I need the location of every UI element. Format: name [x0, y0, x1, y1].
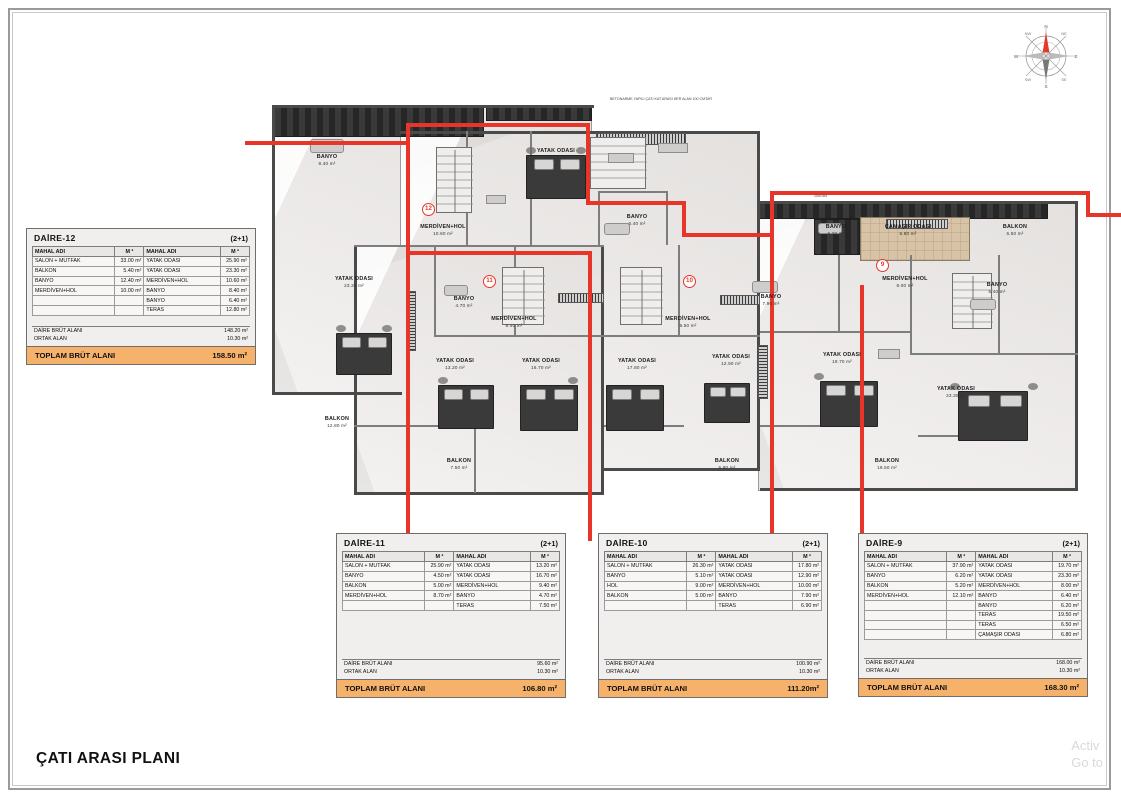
red-line-12: [406, 251, 592, 255]
table-row: SALON + MUTFAK 33.00 m² YATAK ODASI 25.90 m²: [33, 257, 250, 267]
lamp-5: [438, 377, 448, 384]
room-label-merdiven-1: MERDİVEN+HOL 10.60 m²: [420, 224, 466, 237]
table-row: BALKON 5.00 m² BANYO 7.90 m²: [605, 591, 822, 601]
partition-4: [598, 191, 600, 245]
watermark: [1071, 737, 1103, 772]
common-row-11: ORTAK ALAN 10.30 m²: [344, 668, 558, 675]
fixture-2: [658, 143, 688, 153]
red-line-4: [586, 123, 590, 205]
room-label-banyo-2: BANYO 6.40 m²: [626, 214, 648, 227]
room-label-yatak-1: YATAK ODASI 25.90 m²: [536, 148, 576, 161]
red-line-2: [406, 123, 590, 127]
red-line-10: [1086, 191, 1090, 215]
room-label-balkon-4: BALKON 19.50 m²: [874, 458, 900, 471]
room-label-camasir: ÇAMAŞIR ODASI 6.80 m²: [884, 224, 932, 237]
room-label-yatak-8: YATAK ODASI 23.30 m²: [936, 386, 976, 399]
table-row: TERAS 6.50 m²: [865, 620, 1082, 630]
partition-7: [434, 245, 436, 335]
apartment-rooms-table-9: [864, 551, 1082, 640]
marker-9[interactable]: 9: [876, 259, 889, 272]
table-row: BANYO 6.20 m²: [865, 601, 1082, 611]
red-line-7: [682, 233, 774, 237]
table-row: BALKON 5.40 m² YATAK ODASI 23.30 m²: [33, 266, 250, 276]
room-label-balkon-3: BALKON 6.90 m²: [714, 458, 740, 471]
pillow-9: [612, 389, 632, 400]
red-line-6: [682, 201, 686, 237]
pillow-16: [1000, 395, 1022, 407]
lamp-9: [1028, 383, 1038, 390]
apartment-name-9: DAİRE-9: [866, 538, 903, 548]
table-row: BANYO 5.10 m² YATAK ODASI 12.90 m²: [605, 571, 822, 581]
red-line-5: [586, 201, 686, 205]
th-area-left-10: M ²: [687, 552, 716, 562]
common-row-12: ORTAK ALAN 10.30 m²: [34, 335, 248, 342]
total-row-10: TOPLAM BRÜT ALANI 111.20m²: [599, 679, 827, 697]
table-row: BANYO 12.40 m² MERDİVEN+HOL 10.60 m²: [33, 276, 250, 286]
svg-text:W: W: [1013, 54, 1019, 59]
apartment-type-9: (2+1): [1062, 538, 1080, 548]
room-label-yatak-5: YATAK ODASI 17.80 m²: [617, 358, 657, 371]
table-row: MERDİVEN+HOL 8.70 m² BANYO 4.70 m²: [343, 591, 560, 601]
fixture-1: [486, 195, 506, 204]
red-line-13: [406, 251, 410, 541]
partition-5: [598, 191, 668, 193]
fixture-4: [878, 349, 900, 359]
room-label-banyo-3: BANYO 4.70 m²: [453, 296, 475, 309]
table-row: HOL 9.00 m² MERDİVEN+HOL 10.00 m²: [605, 581, 822, 591]
room-label-yatak-7: YATAK ODASI 19.70 m²: [822, 352, 862, 365]
red-line-1: [245, 141, 407, 145]
room-label-banyo-5: BANYO 6.20 m²: [825, 224, 847, 237]
apartment-rooms-table-11: [342, 551, 560, 611]
th-room-right-11: MAHAL ADI: [454, 552, 531, 562]
th-area-left-12: M ²: [115, 247, 144, 257]
apartment-name-12: DAİRE-12: [34, 233, 76, 243]
staircase-top: [590, 137, 646, 189]
room-label-yatak-6: YATAK ODASI 12.90 m²: [711, 354, 751, 367]
table-row: BANYO 6.20 m² YATAK ODASI 23.30 m²: [865, 571, 1082, 581]
apartment-name-10: DAİRE-10: [606, 538, 648, 548]
gross-row-9: DAİRE BRÜT ALANI 168.00 m²: [866, 660, 1080, 667]
th-room-right-12: MAHAL ADI: [144, 247, 221, 257]
marker-11[interactable]: 11: [483, 275, 496, 288]
top-note: BETONARME YAPILI ÇATI KAT ARASI HER ALAN 100 CM'DİR: [610, 97, 712, 101]
th-room-left-10: MAHAL ADI: [605, 552, 687, 562]
pillow-4: [368, 337, 387, 348]
svg-text:NW: NW: [1024, 31, 1032, 36]
pillow-3: [342, 337, 361, 348]
th-area-right-12: M ²: [221, 247, 250, 257]
table-row: TERAS 19.50 m²: [865, 610, 1082, 620]
pillow-7: [526, 389, 546, 400]
apartment-type-11: (2+1): [540, 538, 558, 548]
table-row: TERAS 6.90 m²: [605, 601, 822, 611]
pillow-12: [730, 387, 746, 397]
apartment-table-9: [858, 533, 1088, 697]
room-label-balkon-right: BALKON 6.50 m²: [1002, 224, 1028, 237]
th-room-left-9: MAHAL ADI: [865, 552, 947, 562]
red-line-8: [770, 191, 774, 237]
th-room-left-12: MAHAL ADI: [33, 247, 115, 257]
lamp-6: [568, 377, 578, 384]
wall-left: [272, 105, 275, 395]
wall-bottom-left: [272, 392, 402, 395]
hatch-mid: [558, 293, 604, 303]
gross-row-10: DAİRE BRÜT ALANI 100.90 m²: [606, 660, 820, 667]
staircase-12: [436, 147, 472, 213]
th-room-right-9: MAHAL ADI: [976, 552, 1053, 562]
th-area-right-11: M ²: [531, 552, 560, 562]
room-label-banyo-1: BANYO 8.40 m²: [316, 154, 338, 167]
fixture-3: [608, 153, 634, 163]
partition-15: [910, 353, 1078, 355]
table-row: MERDİVEN+HOL 10.00 m² BANYO 8.40 m²: [33, 286, 250, 296]
lamp-4: [382, 325, 392, 332]
red-line-16: [860, 285, 864, 541]
lamp-3: [336, 325, 346, 332]
table-row: BANYO 6.40 m²: [33, 296, 250, 306]
table-row: BALKON 5.00 m² MERDİVEN+HOL 9.40 m²: [343, 581, 560, 591]
marker-12[interactable]: 12: [422, 203, 435, 216]
apartment-table-11: [336, 533, 566, 698]
table-row: BALKON 5.20 m² MERDİVEN+HOL 8.00 m²: [865, 581, 1082, 591]
th-room-left-11: MAHAL ADI: [343, 552, 425, 562]
room-label-yatak-4: YATAK ODASI 16.70 m²: [521, 358, 561, 371]
wall-top-center: [400, 131, 760, 134]
room-label-balkon-2: BALKON 7.50 m²: [446, 458, 472, 471]
partition-12: [760, 331, 910, 333]
table-row: TERAS 7.50 m²: [343, 601, 560, 611]
th-area-left-11: M ²: [425, 552, 454, 562]
red-line-14: [588, 251, 592, 541]
apartment-table-10: [598, 533, 828, 698]
partition-14: [910, 255, 912, 355]
bathtub-4: [752, 281, 778, 293]
th-room-right-10: MAHAL ADI: [716, 552, 793, 562]
room-label-yatak-2: YATAK ODASI 23.30 m²: [334, 276, 374, 289]
svg-text:S: S: [1044, 84, 1048, 89]
total-row-9: TOPLAM BRÜT ALANI 168.30 m²: [859, 678, 1087, 696]
partition-16: [998, 255, 1000, 355]
room-label-banyo-4: BANYO 7.90 m²: [760, 294, 782, 307]
pillow-8: [554, 389, 574, 400]
pillow-10: [640, 389, 660, 400]
partition-8: [434, 335, 604, 337]
apartment-type-12: (2+1): [230, 233, 248, 243]
table-row: SALON + MUTFAK 26.30 m² YATAK ODASI 17.80 m²: [605, 562, 822, 572]
wall-right: [1075, 201, 1078, 491]
th-area-right-10: M ²: [793, 552, 822, 562]
room-label-merdiven-3: MERDİVEN+HOL 9.50 m²: [665, 316, 711, 329]
red-line-11: [1086, 213, 1121, 217]
apartment-rooms-table-12: [32, 246, 250, 316]
table-row: TERAS 12.80 m²: [33, 305, 250, 315]
th-area-right-9: M ²: [1053, 552, 1082, 562]
room-label-banyo-6: BANYO 6.40 m²: [986, 282, 1008, 295]
wall-top-left: [272, 105, 594, 108]
gross-row-12: DAİRE BRÜT ALANI 148.20 m²: [34, 327, 248, 334]
room-label-merdiven-2: MERDİVEN+HOL 9.40 m²: [491, 316, 537, 329]
gross-row-11: DAİRE BRÜT ALANI 95.60 m²: [344, 660, 558, 667]
bathtub-6: [970, 299, 996, 310]
page-title: ÇATI ARASI PLANI: [36, 750, 181, 767]
watermark-line-2: Go to: [1071, 755, 1103, 771]
table-row: SALON + MUTFAK 37.90 m² YATAK ODASI 19.70 m²: [865, 562, 1082, 572]
apartment-name-11: DAİRE-11: [344, 538, 386, 548]
room-label-merdiven-4: MERDİVEN+HOL 8.00 m²: [882, 276, 928, 289]
lamp-7: [814, 373, 824, 380]
th-area-left-9: M ²: [947, 552, 976, 562]
marker-10[interactable]: 10: [683, 275, 696, 288]
svg-text:E: E: [1074, 54, 1078, 59]
roof-floor-plan-drawing: [258, 95, 1088, 515]
pillow-5: [444, 389, 463, 400]
table-row: MERDİVEN+HOL 12.10 m² BANYO 6.40 m²: [865, 591, 1082, 601]
svg-text:N: N: [1044, 24, 1048, 29]
compass-rose: [1012, 22, 1080, 90]
total-row-12: TOPLAM BRÜT ALANI 158.50 m²: [27, 346, 255, 364]
wall-top-right: [758, 201, 1078, 204]
table-row: SALON + MUTFAK 25.90 m² YATAK ODASI 13.20 m²: [343, 562, 560, 572]
watermark-line-1: Activ: [1071, 737, 1100, 753]
pillow-13: [826, 385, 846, 396]
pillow-11: [710, 387, 726, 397]
pillow-6: [470, 389, 489, 400]
room-label-balkon-1: BALKON 12.80 m²: [324, 416, 350, 429]
common-row-10: ORTAK ALAN 10.30 m²: [606, 668, 820, 675]
common-row-9: ORTAK ALAN 10.30 m²: [866, 668, 1080, 675]
apartment-type-10: (2+1): [802, 538, 820, 548]
wall-bottom-lower-left: [354, 492, 604, 495]
svg-text:SW: SW: [1024, 77, 1032, 82]
apartment-rooms-table-10: [604, 551, 822, 611]
partition-13: [838, 255, 840, 333]
partition-1: [354, 245, 604, 247]
wall-bottom-right: [760, 488, 1078, 491]
svg-text:NE: NE: [1061, 31, 1067, 36]
red-line-15: [770, 235, 774, 541]
table-row: ÇAMAŞIR ODASI 6.80 m²: [865, 630, 1082, 640]
svg-text:SE: SE: [1061, 77, 1067, 82]
dim-note: 255/165: [814, 194, 827, 198]
roof-strip-left2: [486, 107, 592, 121]
total-row-11: TOPLAM BRÜT ALANI 106.80 m²: [337, 679, 565, 697]
table-row: BANYO 4.50 m² YATAK ODASI 16.70 m²: [343, 571, 560, 581]
pillow-14: [854, 385, 874, 396]
apartment-table-12: [26, 228, 256, 365]
room-label-yatak-3: YATAK ODASI 13.20 m²: [435, 358, 475, 371]
